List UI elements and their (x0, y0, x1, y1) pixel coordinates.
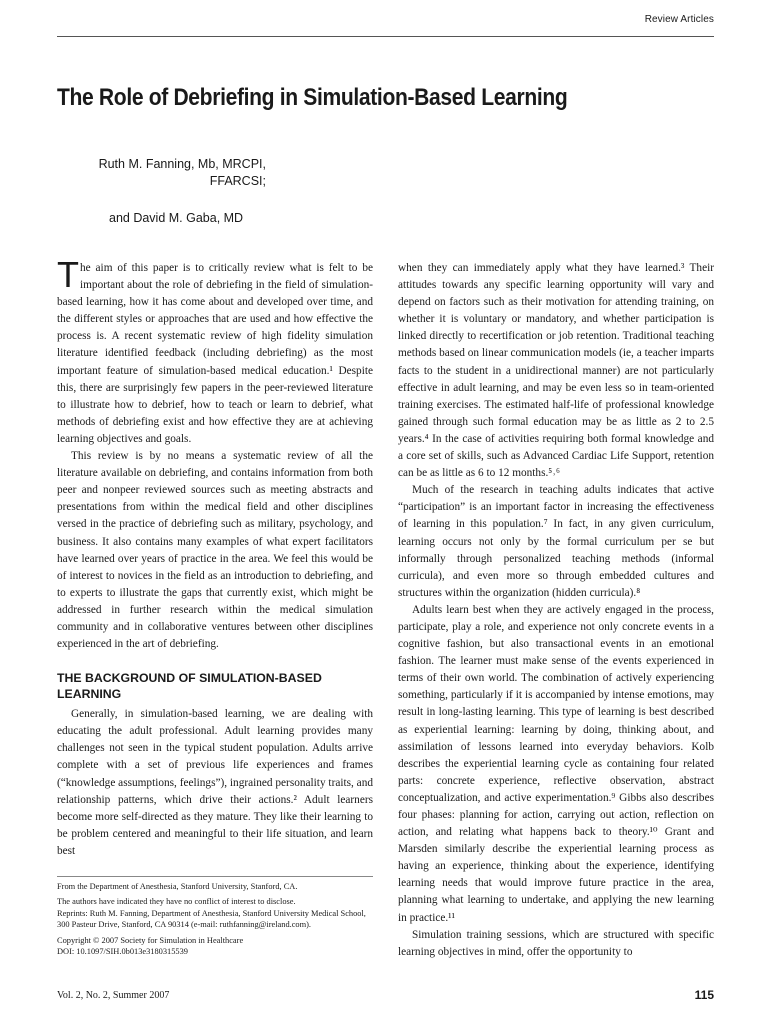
page-number: 115 (694, 988, 714, 1002)
paragraph: Adults learn best when they are actively engaged in the process, participate, play a role, and experience not only concrete events in a cognitive fashion, but also transactional events in an emotional fashion. The learner must make sense of the events experienced in terms of their own world. The combination of actively experiencing something, particularly if it is accompanied by intense emotions, may result in long-lasting learning. This type of learning is best described as experiential learning: learning by doing, thinking about, and assimilation of lessons learned into everyday behaviors. Kolb describes the experiential learning cycle as containing four related parts: concrete experience, reflective observation, abstract conceptualization, and active experimentation.⁹ Gibbs also describes four phases: planning for action, carrying out action, reflection on action, and relating what happens back to theory.¹⁰ Grant and Marsden similarly describe the experiential learning process as having an experience, thinking about the experience, identifying learning needs that would improve future practice in the area, planning what learning to undertake, and applying the new learning in practice.¹¹ (398, 603, 714, 924)
footnote-affiliation: From the Department of Anesthesia, Stanford University, Stanford, CA. (57, 882, 298, 891)
drop-cap: T (57, 254, 79, 295)
left-column (57, 254, 373, 860)
footnote-reprints: Reprints: Ruth M. Fanning, Department of Anesthesia, Stanford University Medical School, 300 Pasteur Drive, Stanford, CA 90314 (e-mail: ruthfanning@ireland.com). (57, 908, 366, 930)
header-divider (57, 36, 714, 37)
footnotes (57, 876, 373, 961)
author-block (80, 156, 266, 227)
article-title: The Role of Debriefing in Simulation-Based Learning (57, 84, 568, 111)
author-line-2: FFARCSI; (209, 174, 266, 188)
author-line-3: and David M. Gaba, MD (109, 211, 244, 225)
footnote-disclosure: The authors have indicated they have no conflict of interest to disclose. (57, 897, 296, 907)
running-header: Review Articles (644, 14, 714, 25)
right-column (398, 260, 714, 961)
journal-volume: Vol. 2, No. 2, Summer 2007 (57, 990, 170, 1001)
paragraph: This review is by no means a systematic review of all the literature available on debriefing, and contains information from both peer and nonpeer reviewed sources such as meeting abstracts and presentations from within the medical field and other disciplines versed in the practice of debriefing such as military, psychology, and business. It also contains many examples of what expert facilitators have learned over years of practice in the area. We feel this would be of interest to novices in the field as an introduction to debriefing, and to experts to illustrate the gaps that currently exist, which might be addressed in further research within the medical simulation community and in collaborative ventures between other disciplines experienced in the art of debriefing. (57, 450, 373, 651)
footnote-doi: DOI: 10.1097/SIH.0b013e3180315539 (57, 947, 188, 957)
section-heading: THE BACKGROUND OF SIMULATION-BASED LEARNING (57, 671, 322, 702)
paragraph: Much of the research in teaching adults indicates that active “participation” is an important factor in increasing the effectiveness of learning in this population.⁷ In fact, in any given curriculum, learning occurs not only by the formal curriculum per se but informally through personalized teaching methods (informal curricula), and even more so through embedded cultures and structures within the organization (hidden curricula).⁸ (398, 484, 714, 599)
author-line-1: Ruth M. Fanning, Mb, MRCPI, (98, 157, 266, 171)
paragraph: when they can immediately apply what they have learned.³ Their attitudes towards any specific learning opportunity will vary and depend on factors such as their motivation for attending training, on whether it is voluntary or mandatory, and whether participation is linked directly to recertification or job retention. Traditional teaching methods based on linear communication models (ie, a teacher imparts facts to the student in a unidirectional manner) are not particularly effective in adult learning, and may be even less so in team-oriented training exercises. The estimated half-life of professional knowledge gained through such formal education may be as little as 2 to 2.5 years.⁴ In the case of activities requiring both formal knowledge and a core set of skills, such as Advanced Cardiac Life Support, retention can be as little as 6 to 12 months.⁵˒⁶ (398, 262, 714, 480)
footnote-copyright: Copyright © 2007 Society for Simulation in Healthcare (57, 935, 244, 945)
paragraph: Simulation training sessions, which are structured with specific learning objectives in mind, offer the opportunity to (398, 928, 714, 958)
paragraph: Generally, in simulation-based learning, we are dealing with educating the adult professional. Adult learning provides many challenges not seen in the typical student population. Adults arrive complete with a set of previous life experiences and frames (“knowledge assumptions, feelings”), ingrained personality traits, and relationship patterns, which drive their actions.² Adult learners become more self-directed as they mature. They like their learning to be problem centered and meaningful to their life situation, and learn best (57, 708, 373, 857)
paragraph-intro-text: he aim of this paper is to critically review what is felt to be important about the role of debriefing in the field of simulation-based learning, how it has come about and developed over time, and the different styles or approaches that are used and how effective the process is. A recent systematic review of high fidelity simulation literature identified feedback (including debriefing) as the most important feature of simulation-based medical education.¹ Despite this, there are surprisingly few papers in the peer-reviewed literature to illustrate how to debrief, how to teach or learn to debrief, what methods of debriefing exist and how effective they are at achieving learning objectives and goals. (57, 262, 373, 445)
paragraph-intro (57, 254, 373, 448)
